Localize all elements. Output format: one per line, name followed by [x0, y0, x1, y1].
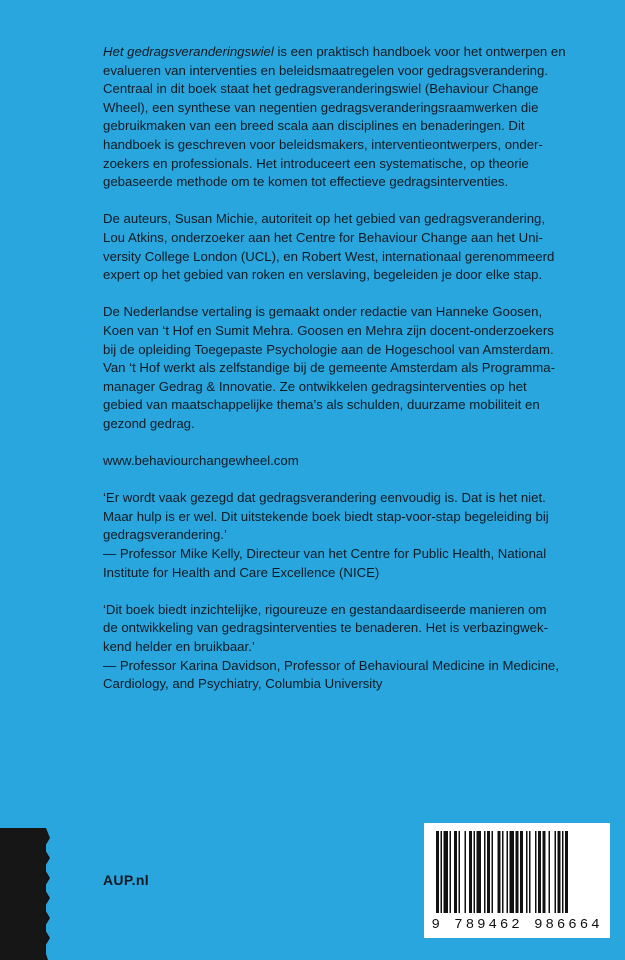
text-segment: bij de opleiding Toegepaste Psychologie aan de Hogeschool van Amsterdam.	[103, 341, 554, 357]
text-line	[103, 619, 568, 638]
text-line	[103, 136, 568, 155]
text-segment: gebied van maatschappelijke thema’s als schulden, duurzame mobiliteit en	[103, 397, 540, 413]
barcode-bar	[469, 831, 472, 913]
isbn-digits: 9 789462 986664	[431, 917, 603, 933]
spine-notch-edge	[40, 828, 50, 960]
text-segment: manager Gedrag & Innovatie. Ze ontwikkelen gedragsinterventies op het	[103, 378, 527, 394]
text-line	[103, 545, 568, 564]
text-segment: De Nederlandse vertaling is gemaakt onder redactie van Hanneke Goosen,	[103, 304, 543, 320]
barcode-bar	[535, 831, 537, 913]
isbn-barcode	[424, 823, 610, 938]
paragraph	[103, 452, 568, 471]
barcode-bar	[558, 831, 561, 913]
text-line	[103, 657, 568, 676]
barcode-bar	[502, 831, 504, 913]
text-line	[103, 99, 568, 118]
text-segment: Cardiology, and Psychiatry, Columbia University	[103, 676, 383, 692]
text-segment: gezond gedrag.	[103, 415, 195, 431]
text-segment: Centraal in dit boek staat het gedragsveranderingswiel (Behaviour Change	[103, 81, 539, 97]
text-line	[103, 526, 568, 545]
barcode-bar	[538, 831, 541, 913]
barcode-bar	[498, 831, 501, 913]
text-segment: versity College London (UCL), en Robert West, internationaal gerenommeerd	[103, 248, 555, 264]
text-line	[103, 173, 568, 192]
text-line	[103, 155, 568, 174]
text-segment: expert op het gebied van roken en verslaving, begeleiden je door elke stap.	[103, 267, 543, 283]
text-segment: gedragsverandering.’	[103, 527, 227, 543]
text-line	[103, 303, 568, 322]
text-line	[103, 601, 568, 620]
text-segment: zoekers en professionals. Het introduceert een systematische, op theorie	[103, 155, 529, 171]
barcode-bar	[477, 831, 482, 913]
text-segment: Wheel), een synthese van negentien gedragsveranderingsraamwerken die	[103, 99, 539, 115]
text-line	[103, 341, 568, 360]
barcode-bar	[555, 831, 557, 913]
text-line	[103, 62, 568, 81]
text-segment: De auteurs, Susan Michie, autoriteit op het gebied van gedragsverandering,	[103, 211, 546, 227]
paragraph	[103, 43, 568, 192]
barcode-bar	[474, 831, 476, 913]
barcode-bar	[454, 831, 457, 913]
barcode-bar	[487, 831, 490, 913]
paragraph	[103, 489, 568, 582]
text-segment: Institute for Health and Care Excellence (NICE)	[103, 564, 380, 580]
text-segment: Lou Atkins, onderzoeker aan het Centre for Behaviour Change aan het Uni-	[103, 229, 543, 245]
barcode-bar	[450, 831, 452, 913]
barcode-bar	[459, 831, 461, 913]
text-segment: Maar hulp is er wel. Dit uitstekende boek biedt stap-voor-stap begeleiding bij	[103, 508, 549, 524]
barcode-bar	[441, 831, 443, 913]
text-line	[103, 266, 568, 285]
barcode-bar	[510, 831, 515, 913]
text-segment: Koen van ‘t Hof en Sumit Mehra. Goosen en Mehra zijn docent-onderzoekers	[103, 322, 554, 338]
book-title-italic: Het gedragsveranderingswiel	[103, 44, 274, 59]
paragraph	[103, 210, 568, 284]
text-line	[103, 508, 568, 527]
back-cover-text	[103, 43, 568, 712]
barcode-bar	[526, 831, 528, 913]
text-line	[103, 229, 568, 248]
barcode-bar	[484, 831, 486, 913]
text-segment: gebaseerde methode om te komen tot effectieve gedragsinterventies.	[103, 174, 509, 190]
text-line	[103, 396, 568, 415]
text-line	[103, 378, 568, 397]
barcode-bar	[543, 831, 546, 913]
text-segment: ‘Er wordt vaak gezegd dat gedragsverandering eenvoudig is. Dat is het niet.	[103, 490, 546, 506]
text-segment: ‘Dit boek biedt inzichtelijke, rigoureuze en gestandaardiseerde manieren om	[103, 601, 547, 617]
paragraph	[103, 303, 568, 433]
text-line	[103, 638, 568, 657]
text-line	[103, 248, 568, 267]
barcode-bar	[436, 831, 439, 913]
barcode-bar	[549, 831, 551, 913]
text-line	[103, 322, 568, 341]
barcode-bar	[492, 831, 494, 913]
text-line[interactable]	[103, 452, 568, 471]
text-segment: evalueren van interventies en beleidsmaatregelen voor gedragsverandering.	[103, 62, 548, 78]
barcode-bars	[424, 823, 610, 918]
barcode-bar	[507, 831, 509, 913]
text-segment: handboek is geschreven voor beleidsmakers, interventieontwerpers, onder-	[103, 136, 543, 152]
text-line	[103, 80, 568, 99]
barcode-bar	[516, 831, 519, 913]
text-segment: is een praktisch handboek voor het ontwerpen en	[273, 44, 566, 59]
barcode-bar	[465, 831, 467, 913]
barcode-bar	[565, 831, 568, 913]
barcode-bar	[520, 831, 523, 913]
text-line	[103, 415, 568, 434]
barcode-bar	[444, 831, 449, 913]
text-line	[103, 564, 568, 583]
text-segment: kend helder en bruikbaar.’	[103, 639, 255, 654]
text-segment: gebruikmaken van een breed scala aan disciplines en benaderingen. Dit	[103, 118, 525, 134]
text-line	[103, 210, 568, 229]
text-line	[103, 489, 568, 508]
barcode-bar	[562, 831, 564, 913]
text-segment: — Professor Karina Davidson, Professor of Behavioural Medicine in Medicine,	[103, 657, 559, 673]
text-segment: — Professor Mike Kelly, Directeur van het Centre for Public Health, National	[103, 546, 547, 562]
text-line	[103, 43, 568, 62]
text-segment: de ontwikkeling van gedragsinterventies te benaderen. Het is verbazingwek-	[103, 620, 548, 636]
text-segment: Van ‘t Hof werkt als zelfstandige bij de gemeente Amsterdam als Programma-	[103, 360, 555, 376]
publisher-url[interactable]: AUP.nl	[103, 872, 149, 888]
barcode-bar	[529, 831, 531, 913]
paragraph	[103, 601, 568, 694]
text-line	[103, 359, 568, 378]
text-line	[103, 675, 568, 694]
text-line	[103, 117, 568, 136]
text-segment: www.behaviourchangewheel.com	[103, 453, 299, 469]
